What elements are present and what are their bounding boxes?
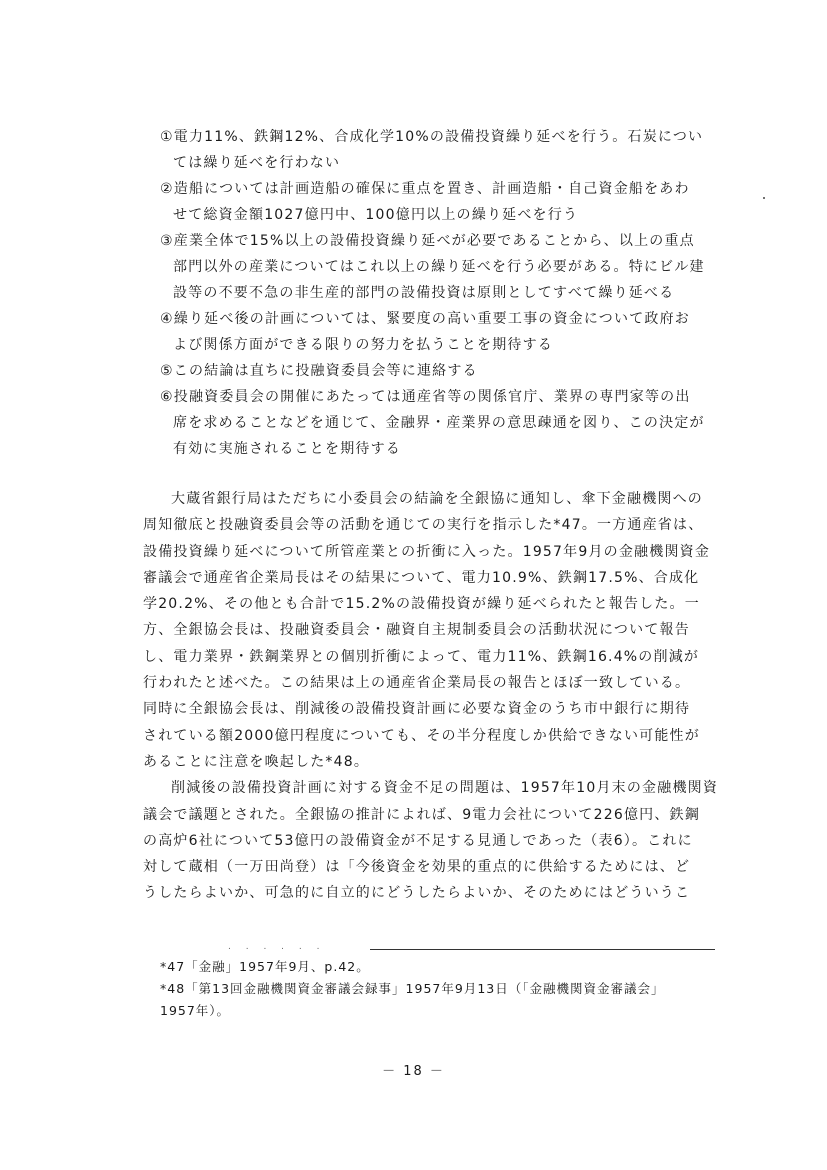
text-line: 設備投資繰り延べについて所管産業との折衝に入った。1957年9月の金融機関資金 (143, 543, 711, 560)
text-line: ①電力11%、鉄鋼12%、合成化学10%の設備投資繰り延べを行う。石炭につい (160, 129, 704, 145)
list-item (160, 124, 720, 176)
text-line: 設等の不要不急の非生産的部門の設備投資は原則としてすべて繰り延べる (173, 285, 675, 301)
text-line: あることに注意を喚起した*48。 (143, 753, 370, 770)
text-line: ⑥投融資委員会の開催にあたっては通産省等の関係官庁、業界の専門家等の出 (160, 389, 691, 405)
text-line: 席を求めることなどを通じて、金融界・産業界の意思疎通を図り、この決定が (173, 415, 705, 431)
text-line: 有効に実施されることを期待する (173, 441, 401, 457)
text-line: 方、全銀協会長は、投融資委員会・融資自主規制委員会の活動状況について報告 (143, 622, 690, 639)
paragraph (143, 486, 723, 775)
footnote (160, 978, 720, 1022)
text-line: ③産業全体で15%以上の設備投資繰り延べが必要であることから、以上の重点 (160, 233, 695, 249)
text-line: ては繰り延べを行わない (173, 155, 341, 171)
text-line: *48「第13回金融機関資金審議会録事」1957年9月13日（「金融機関資金審議会」 (160, 981, 665, 996)
page-number: － 18 － (382, 1064, 445, 1079)
list-item (160, 358, 720, 384)
text-line: 学20.2%、その他とも合計で15.2%の設備投資が繰り延べられたと報告した。一 (143, 596, 700, 613)
paragraph (143, 775, 723, 906)
text-line: 削減後の設備投資計画に対する資金不足の問題は、1957年10月末の金融機関資 (171, 780, 719, 797)
text-line: 1957年）。 (160, 1003, 231, 1018)
text-line: し、電力業界・鉄鋼業界との個別折衝によって、電力11%、鉄鋼16.4%の削減が (143, 648, 700, 665)
footnotes (160, 956, 720, 1022)
text-line: 行われたと述べた。この結果は上の通産省企業局長の報告とほぼ一致している。 (143, 675, 691, 692)
text-line: ⑤この結論は直ちに投融資委員会等に連絡する (160, 363, 478, 379)
text-line: ②造船については計画造船の確保に重点を置き、計画造船・自己資金船をあわ (160, 181, 690, 197)
policy-list (160, 124, 720, 462)
text-line: せて総資金額1027億円中、100億円以上の繰り延べを行う (173, 207, 579, 223)
list-item (160, 384, 720, 462)
footnote-separator-rule (370, 949, 715, 950)
text-line: よび関係方面ができる限りの努力を払うことを期待する (173, 337, 553, 353)
text-line: 部門以外の産業についてはこれ以上の繰り延べを行う必要がある。特にビル建 (173, 259, 705, 275)
footnote-separator-dots: . . . . . . (228, 942, 326, 952)
footnote (160, 956, 720, 978)
text-line: 大蔵省銀行局はただちに小委員会の結論を全銀協に通知し、傘下金融機関への (171, 491, 703, 507)
text-line: されている額2000億円程度についても、その半分程度しか供給できない可能性が (143, 727, 700, 744)
text-line: 議会で議題とされた。全銀協の推計によれば、9電力会社について226億円、鉄鋼 (143, 806, 700, 823)
text-line: の高炉6社について53億円の設備資金が不足する見通しであった（表6）。これに (143, 832, 693, 849)
text-line: 審議会で通産省企業局長はその結果について、電力10.9%、鉄鋼17.5%、合成化 (143, 569, 700, 586)
scan-speck (763, 197, 765, 199)
body-text (143, 486, 723, 907)
list-item (160, 306, 720, 358)
text-line: ④繰り延べ後の計画については、緊要度の高い重要工事の資金について政府お (160, 311, 690, 327)
text-line: 周知徹底と投融資委員会等の活動を通じての実行を指示した*47。一方通産省は、 (143, 517, 704, 534)
list-item (160, 176, 720, 228)
text-line: 同時に全銀協会長は、削減後の設備投資計画に必要な資金のうち市中銀行に期待 (143, 701, 691, 718)
text-line: *47「金融」1957年9月、p.42。 (160, 959, 370, 974)
list-item (160, 228, 720, 306)
text-line: うしたらよいか、可急的に自立的にどうしたらよいか、そのためにはどういうこ (143, 885, 691, 902)
text-line: 対して蔵相（一万田尚登）は「今後資金を効果的重点的に供給するためには、ど (143, 859, 691, 876)
